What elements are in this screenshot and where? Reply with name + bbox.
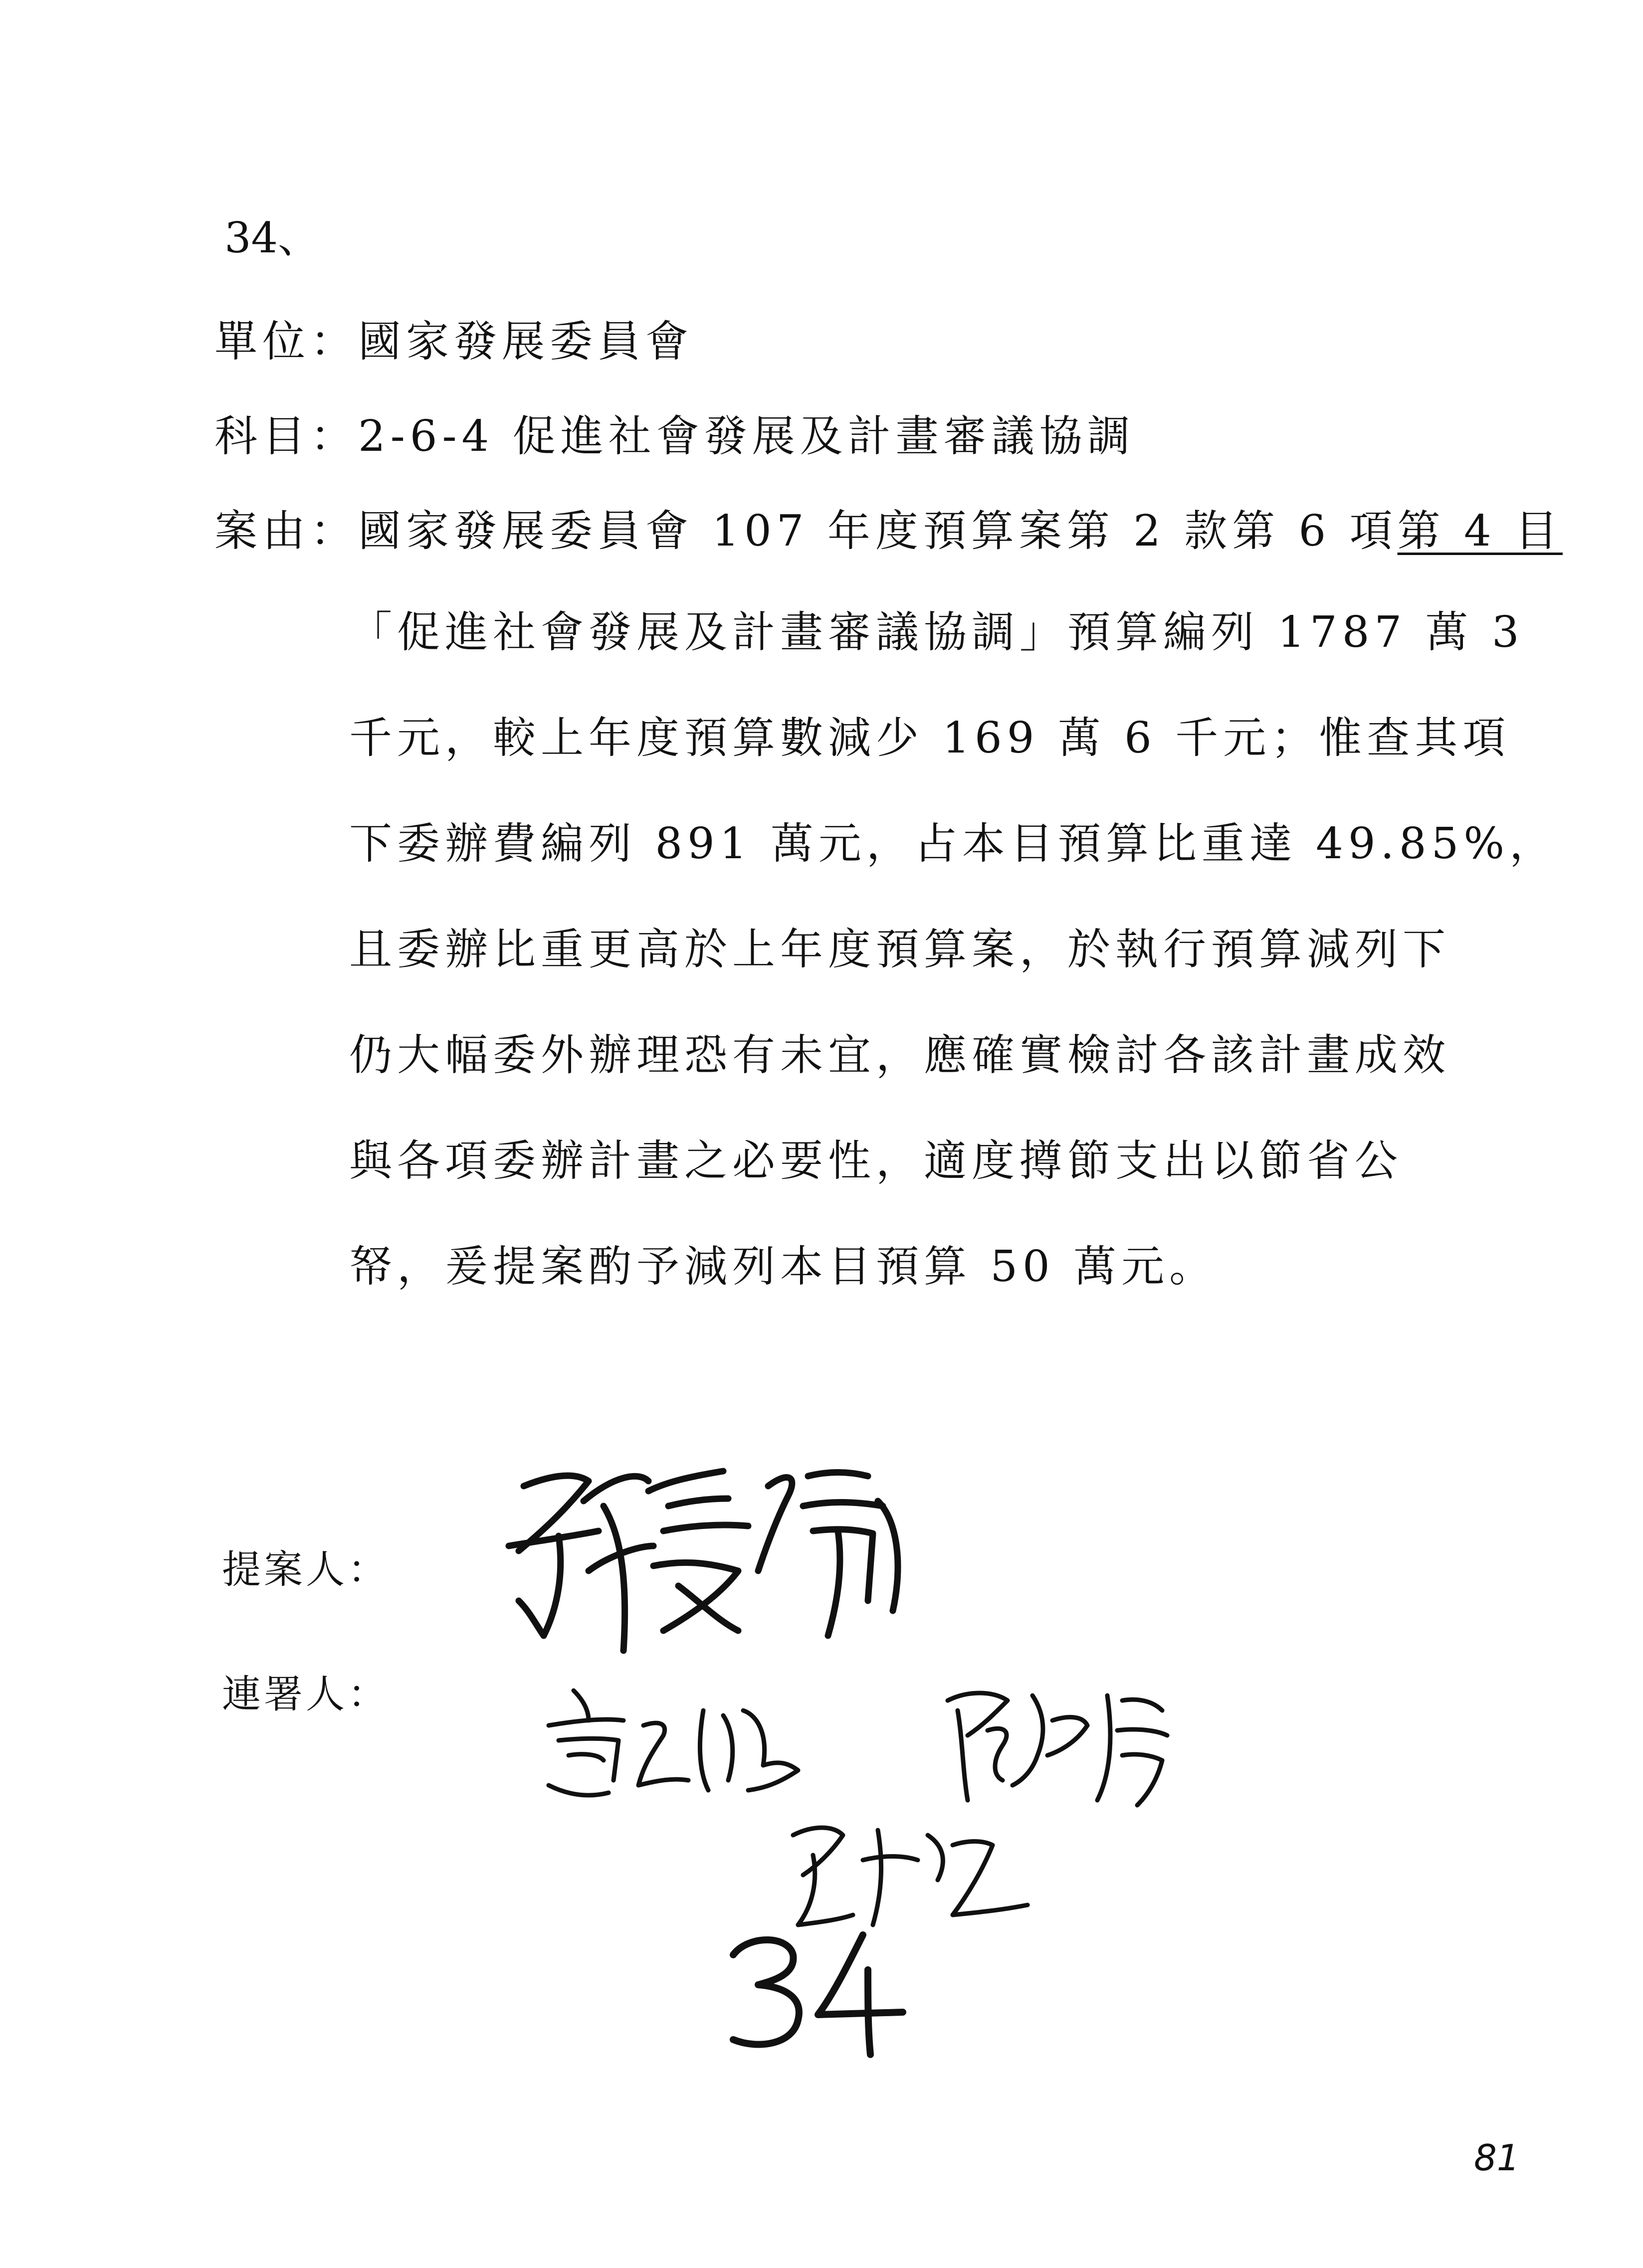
handwritten-item-number (718, 1925, 908, 2065)
unit-value: 國家發展委員會 (358, 317, 693, 367)
item-number: 34、 (224, 213, 320, 262)
proposer-label: 提案人： (222, 1547, 390, 1592)
subject-field (214, 401, 1135, 463)
subject-value: 2-6-4 促進社會發展及計畫審議協調 (358, 411, 1135, 461)
cosigner-signature-1 (539, 1681, 818, 1805)
unit-label: 單位： (214, 317, 358, 367)
reason-line: 帑，爰提案酌予減列本目預算 50 萬元。 (349, 1242, 1218, 1292)
proposer-signature (489, 1441, 938, 1671)
subject-label: 科目： (214, 411, 358, 461)
reason-line: 且委辦比重更高於上年度預算案，於執行預算減列下 (349, 925, 1450, 974)
reason-line: 「促進社會發展及計畫審議協調」預算編列 1787 萬 3 (349, 607, 1524, 657)
reason-line-1b-underlined: 第 4 目 (1397, 506, 1563, 556)
reason-body (349, 597, 1557, 1337)
cosigner-label: 連署人： (222, 1672, 390, 1717)
reason-line: 仍大幅委外辦理恐有未宜，應確實檢討各該計畫成效 (349, 1030, 1450, 1080)
reason-line: 下委辦費編列 891 萬元，占本目預算比重達 49.85%， (349, 819, 1558, 869)
cosigner-signature-3 (778, 1815, 1047, 1935)
unit-field (214, 307, 693, 369)
reason-line-1a: 國家發展委員會 107 年度預算案第 2 款第 6 項 (358, 506, 1398, 556)
reason-label: 案由： (214, 506, 358, 556)
reason-field-first-line (214, 496, 1563, 558)
cosigner-signature-2 (938, 1681, 1177, 1810)
reason-line: 與各項委辦計畫之必要性，適度撙節支出以節省公 (349, 1136, 1403, 1186)
reason-line: 千元，較上年度預算數減少 169 萬 6 千元；惟查其項 (349, 713, 1511, 763)
page-number: 81 (1474, 2137, 1520, 2179)
